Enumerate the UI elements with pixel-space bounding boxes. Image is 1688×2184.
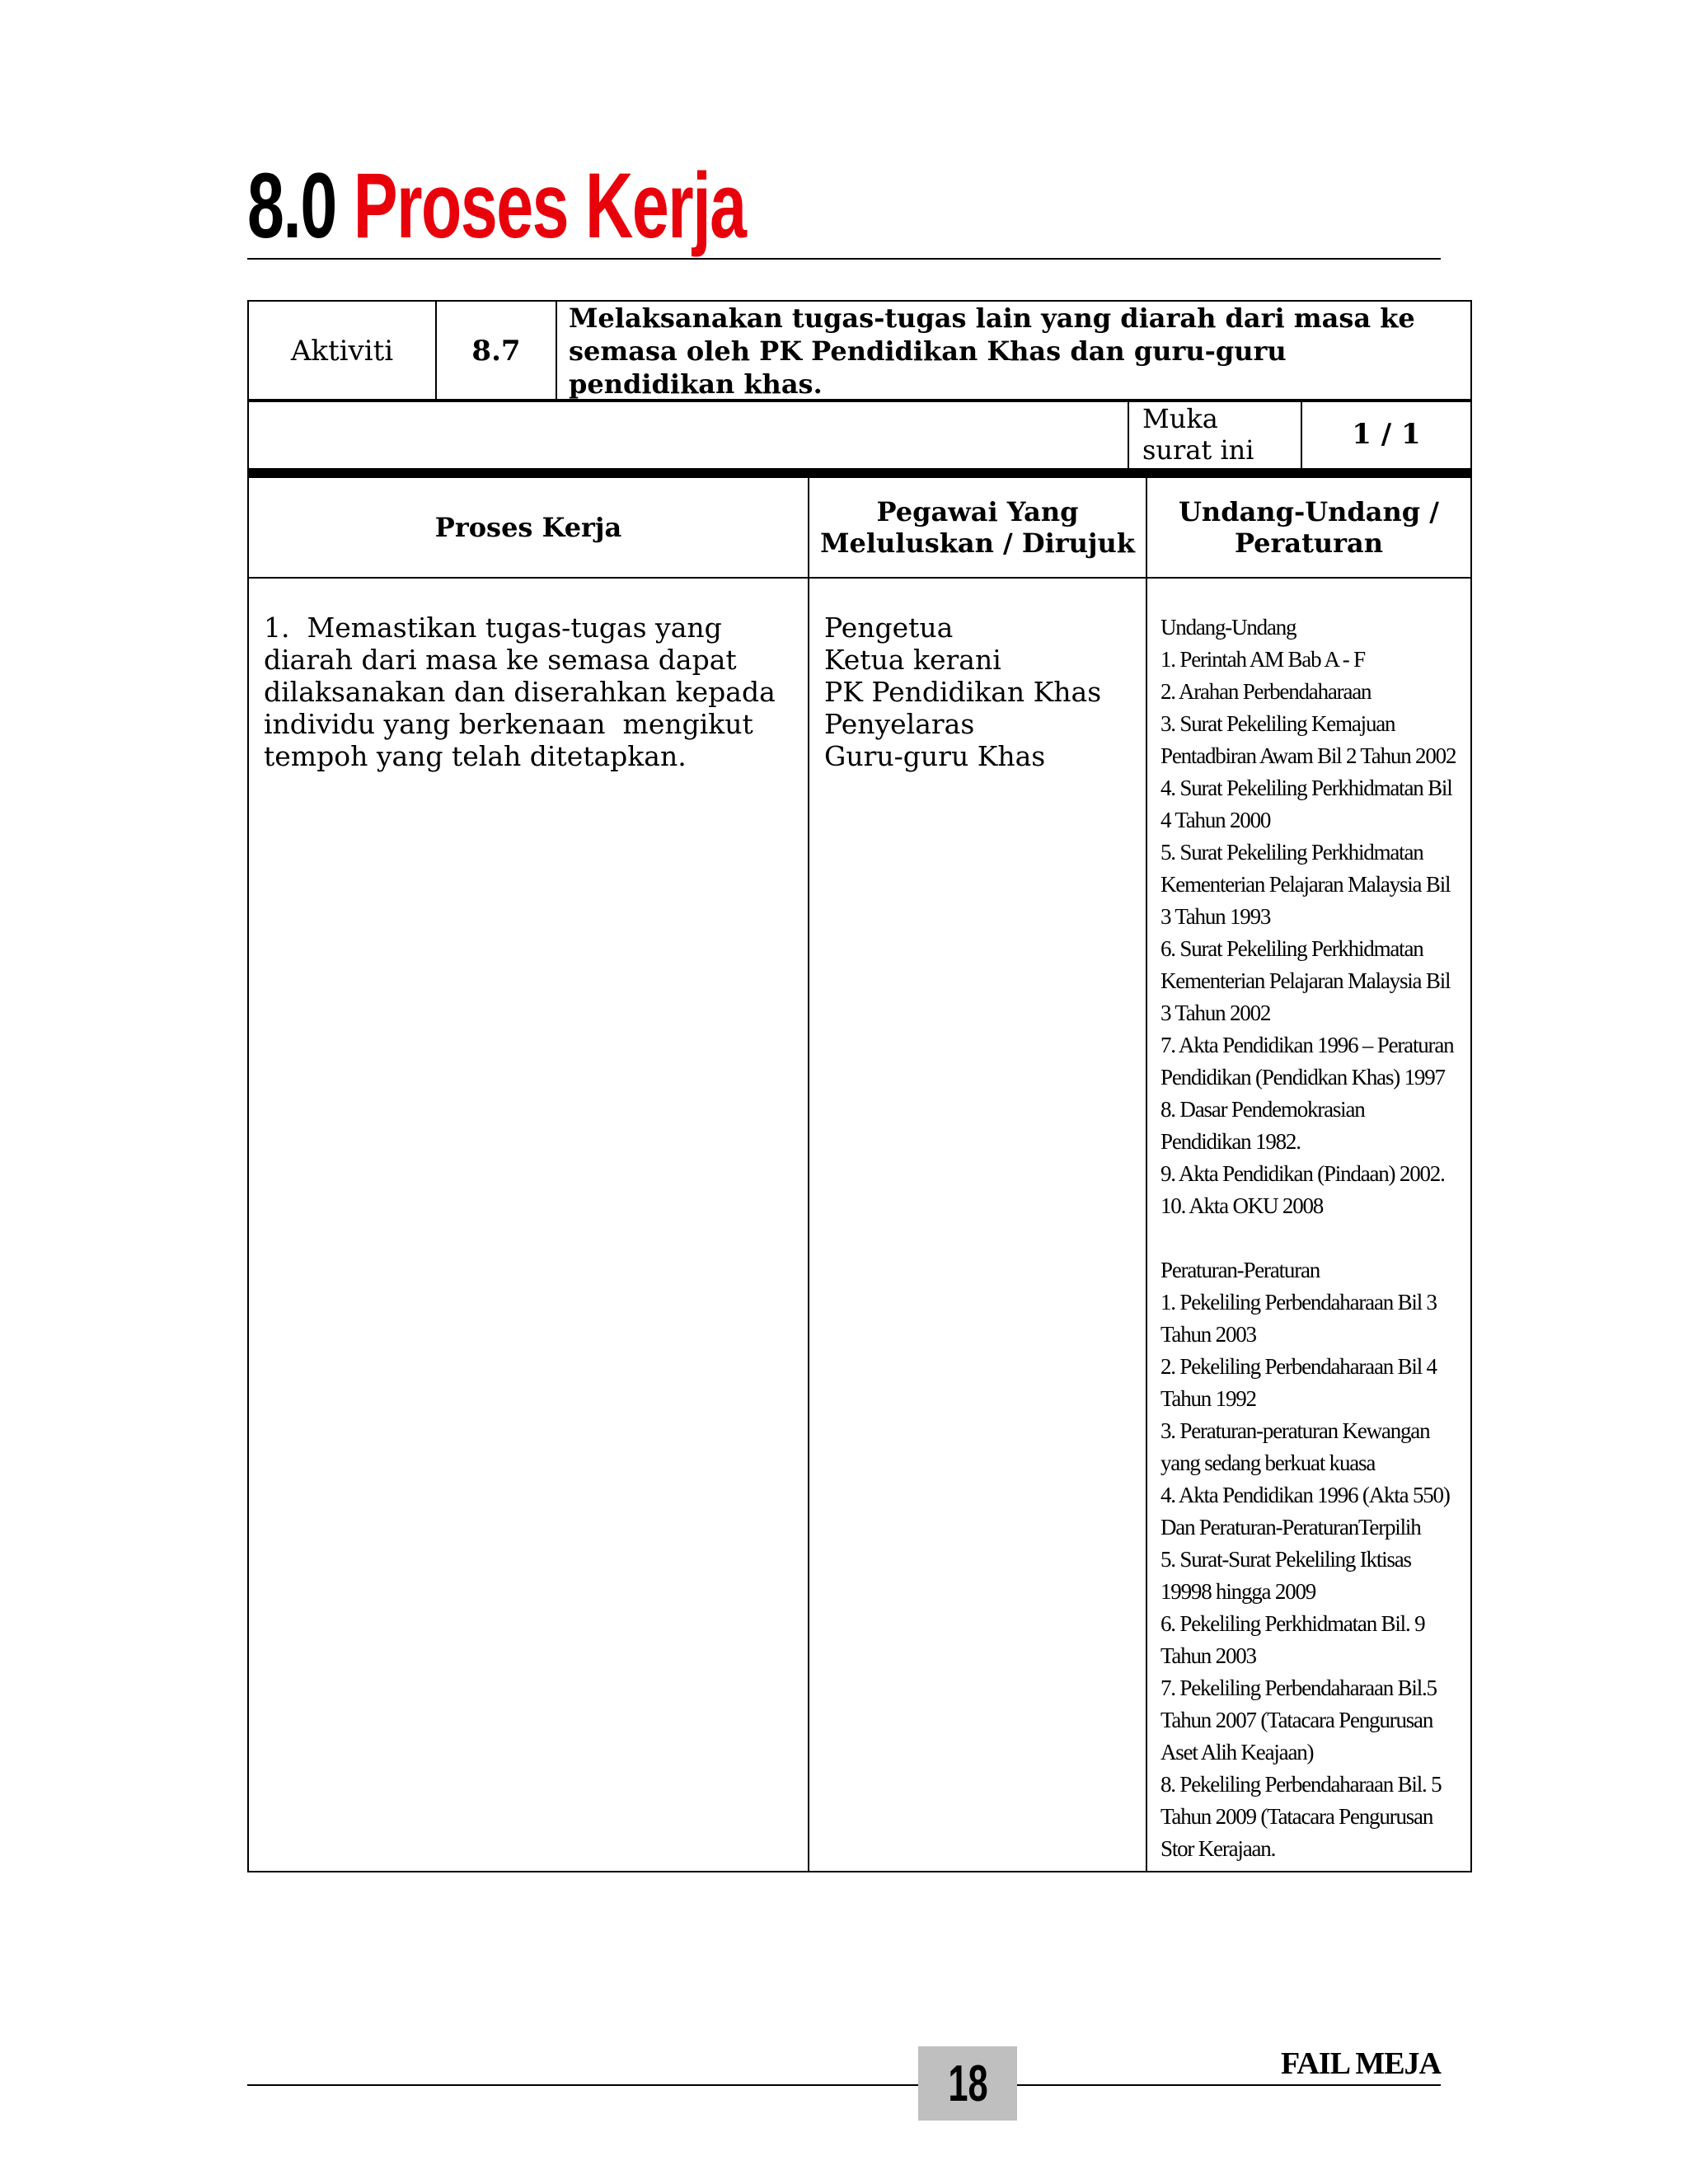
page-number: 18	[947, 2055, 988, 2112]
process-table	[247, 476, 1472, 1872]
list-gap	[1160, 1222, 1457, 1254]
process-item: 1. Memastikan tugas-tugas yang diarah dari masa ke semasa dapat dilaksanakan dan diserahkan kepada individu yang berkenaan mengikut tempoh yang telah ditetapkan.	[264, 612, 785, 772]
peraturan-item: 8. Pekeliling Perbendaharaan Bil. 5 Tahun 2009 (Tatacara Pengurusan Stor Kerajaan.	[1160, 1772, 1442, 1861]
peraturan-item: 4. Akta Pendidikan 1996 (Akta 550) Dan Peraturan-PeraturanTerpilih	[1160, 1483, 1450, 1540]
activity-code: 8.7	[436, 301, 556, 401]
undang-item: 9. Akta Pendidikan (Pindaan) 2002.	[1160, 1161, 1445, 1186]
undang-item: 1. Perintah AM Bab A - F	[1160, 647, 1365, 672]
page-info-value: 1 / 1	[1301, 400, 1471, 469]
undang-item: 10. Akta OKU 2008	[1160, 1193, 1324, 1218]
peraturan-item: 6. Pekeliling Perkhidmatan Bil. 9 Tahun 2003	[1160, 1611, 1425, 1668]
officer-item: Guru-guru Khas	[824, 740, 1046, 772]
peraturan-heading: Peraturan-Peraturan	[1160, 1258, 1320, 1282]
peraturan-item: 5. Surat-Surat Pekeliling Iktisas 19998 hingga 2009	[1160, 1547, 1411, 1604]
activity-description: Melaksanakan tugas-tugas lain yang diarah dari masa ke semasa oleh PK Pendidikan Khas dan guru-guru pendidikan khas.	[556, 301, 1471, 401]
undang-item: 5. Surat Pekeliling Perkhidmatan Kementerian Pelajaran Malaysia Bil 3 Tahun 1993	[1160, 840, 1451, 929]
process-cell	[248, 578, 809, 1872]
officer-item: Pengetua	[824, 612, 954, 644]
section-number: 8.0	[247, 154, 336, 257]
officer-item: Ketua kerani	[824, 644, 1001, 676]
undang-item: 7. Akta Pendidikan 1996 – Peraturan Pendidikan (Pendidkan Khas) 1997	[1160, 1033, 1454, 1090]
undang-item: 3. Surat Pekeliling Kemajuan Pentadbiran Awam Bil 2 Tahun 2002	[1160, 711, 1456, 768]
column-header-process: Proses Kerja	[248, 477, 809, 578]
law-cell	[1146, 578, 1471, 1872]
section-heading	[247, 152, 746, 260]
page-info-spacer	[248, 400, 1128, 469]
page-info-label: Muka surat ini	[1128, 400, 1301, 469]
peraturan-item: 3. Peraturan-peraturan Kewangan yang sedang berkuat kuasa	[1160, 1418, 1430, 1475]
officer-item: PK Pendidikan Khas	[824, 676, 1102, 708]
thick-divider	[247, 470, 1472, 476]
footer-label: FAIL MEJA	[1280, 2046, 1441, 2081]
undang-item: 8. Dasar Pendemokrasian Pendidikan 1982.	[1160, 1097, 1365, 1154]
activity-label: Aktiviti	[248, 301, 436, 401]
undang-item: 6. Surat Pekeliling Perkhidmatan Kementerian Pelajaran Malaysia Bil 3 Tahun 2002	[1160, 936, 1451, 1025]
page-number-box	[918, 2046, 1017, 2121]
peraturan-item: 7. Pekeliling Perbendaharaan Bil.5 Tahun 2007 (Tatacara Pengurusan Aset Alih Keajaan)	[1160, 1675, 1437, 1765]
peraturan-item: 1. Pekeliling Perbendaharaan Bil 3 Tahun 2003	[1160, 1290, 1437, 1347]
undang-item: 4. Surat Pekeliling Perkhidmatan Bil 4 Tahun 2000	[1160, 776, 1452, 832]
section-title: Proses Kerja	[353, 154, 746, 257]
column-header-officer: Pegawai Yang Meluluskan / Dirujuk	[809, 477, 1146, 578]
officer-item: Penyelaras	[824, 708, 975, 740]
undang-heading: Undang-Undang	[1160, 615, 1296, 640]
page-info-row	[247, 399, 1472, 470]
peraturan-item: 2. Pekeliling Perbendaharaan Bil 4 Tahun 1992	[1160, 1354, 1437, 1411]
heading-rule	[247, 258, 1441, 260]
undang-item: 2. Arahan Perbendaharaan	[1160, 679, 1372, 704]
activity-header	[247, 300, 1472, 402]
footer-rule	[247, 2084, 1441, 2086]
officer-cell	[809, 578, 1146, 1872]
column-header-law: Undang-Undang / Peraturan	[1146, 477, 1471, 578]
